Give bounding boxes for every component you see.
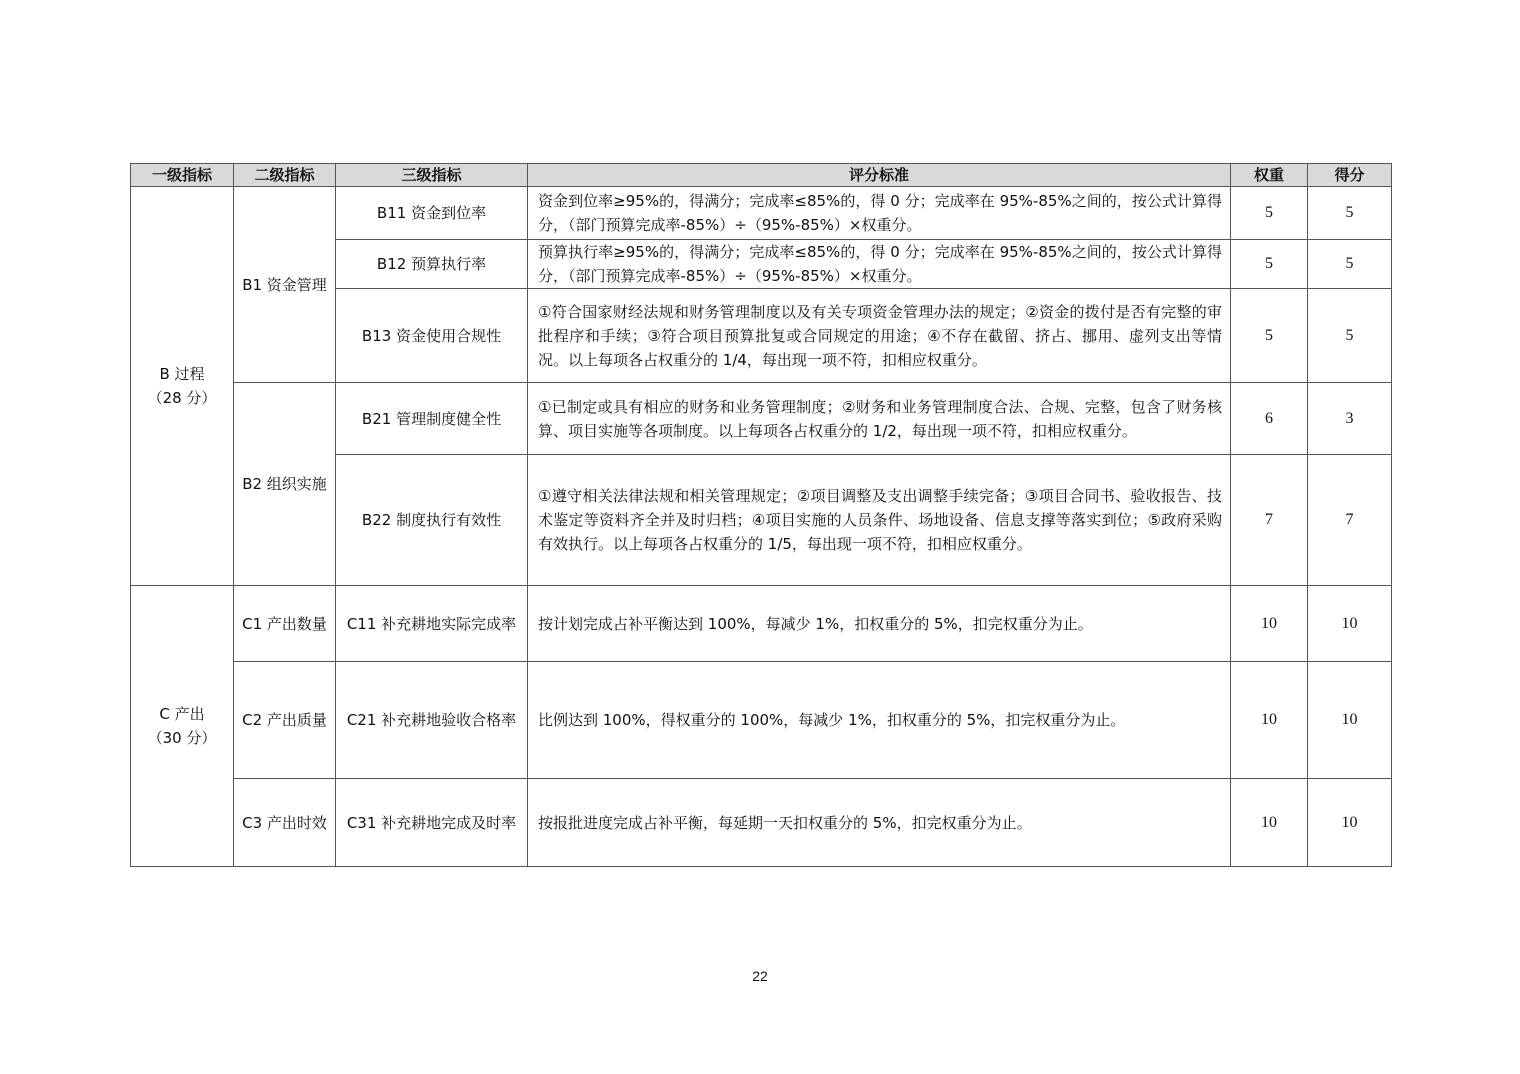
score: 5 — [1308, 187, 1392, 240]
score: 7 — [1308, 455, 1392, 586]
score: 3 — [1308, 383, 1392, 455]
criteria: ①已制定或具有相应的财务和业务管理制度；②财务和业务管理制度合法、合规、完整，包含了财务核算、项目实施等各项制度。以上每项各占权重分的 1/2，每出现一项不符，扣相应权重分。 — [528, 383, 1231, 455]
header-level2: 二级指标 — [234, 164, 336, 187]
indicator-code: C21 补充耕地验收合格率 — [336, 662, 528, 779]
weight: 5 — [1231, 240, 1308, 289]
group-c3: C3 产出时效 — [234, 779, 336, 867]
group-c1: C1 产出数量 — [234, 586, 336, 662]
group-b2: B2 组织实施 — [234, 383, 336, 586]
header-criteria: 评分标准 — [528, 164, 1231, 187]
weight: 10 — [1231, 662, 1308, 779]
table-row — [131, 383, 1392, 455]
header-level1: 一级指标 — [131, 164, 234, 187]
indicator-code: B22 制度执行有效性 — [336, 455, 528, 586]
table-row — [131, 662, 1392, 779]
table-row — [131, 779, 1392, 867]
group-b1: B1 资金管理 — [234, 187, 336, 383]
indicator-code: B21 管理制度健全性 — [336, 383, 528, 455]
criteria: 资金到位率≥95%的，得满分；完成率≤85%的，得 0 分；完成率在 95%-85%之间的，按公式计算得分，（部门预算完成率-85%）÷（95%-85%）×权重分。 — [528, 187, 1231, 240]
score: 10 — [1308, 779, 1392, 867]
criteria: 按报批进度完成占补平衡，每延期一天扣权重分的 5%，扣完权重分为止。 — [528, 779, 1231, 867]
criteria: 比例达到 100%，得权重分的 100%，每减少 1%，扣权重分的 5%，扣完权重分为止。 — [528, 662, 1231, 779]
criteria: 预算执行率≥95%的，得满分；完成率≤85%的，得 0 分；完成率在 95%-85%之间的，按公式计算得分，（部门预算完成率-85%）÷（95%-85%）×权重分。 — [528, 240, 1231, 289]
table-row — [131, 586, 1392, 662]
group-b: B 过程 （28 分） — [131, 187, 234, 586]
indicator-code: C11 补充耕地实际完成率 — [336, 586, 528, 662]
score: 10 — [1308, 586, 1392, 662]
score: 5 — [1308, 240, 1392, 289]
page-number: 22 — [752, 968, 768, 984]
indicator-code: C31 补充耕地完成及时率 — [336, 779, 528, 867]
weight: 10 — [1231, 586, 1308, 662]
evaluation-table — [130, 163, 1392, 867]
criteria: ①遵守相关法律法规和相关管理规定；②项目调整及支出调整手续完备；③项目合同书、验收报告、技术鉴定等资料齐全并及时归档；④项目实施的人员条件、场地设备、信息支撑等落实到位；⑤政府采购有效执行。以上每项各占权重分的 1/5，每出现一项不符，扣相应权重分。 — [528, 455, 1231, 586]
indicator-code: B11 资金到位率 — [336, 187, 528, 240]
criteria: 按计划完成占补平衡达到 100%，每减少 1%，扣权重分的 5%，扣完权重分为止。 — [528, 586, 1231, 662]
group-c: C 产出 （30 分） — [131, 586, 234, 867]
weight: 6 — [1231, 383, 1308, 455]
header-row — [131, 164, 1392, 187]
header-weight: 权重 — [1231, 164, 1308, 187]
score: 5 — [1308, 289, 1392, 383]
table-row — [131, 187, 1392, 240]
indicator-code: B12 预算执行率 — [336, 240, 528, 289]
weight: 10 — [1231, 779, 1308, 867]
group-c2: C2 产出质量 — [234, 662, 336, 779]
header-level3: 三级指标 — [336, 164, 528, 187]
header-score: 得分 — [1308, 164, 1392, 187]
criteria: ①符合国家财经法规和财务管理制度以及有关专项资金管理办法的规定；②资金的拨付是否有完整的审批程序和手续；③符合项目预算批复或合同规定的用途；④不存在截留、挤占、挪用、虚列支出等情况。以上每项各占权重分的 1/4，每出现一项不符，扣相应权重分。 — [528, 289, 1231, 383]
indicator-code: B13 资金使用合规性 — [336, 289, 528, 383]
weight: 5 — [1231, 289, 1308, 383]
weight: 5 — [1231, 187, 1308, 240]
score: 10 — [1308, 662, 1392, 779]
weight: 7 — [1231, 455, 1308, 586]
